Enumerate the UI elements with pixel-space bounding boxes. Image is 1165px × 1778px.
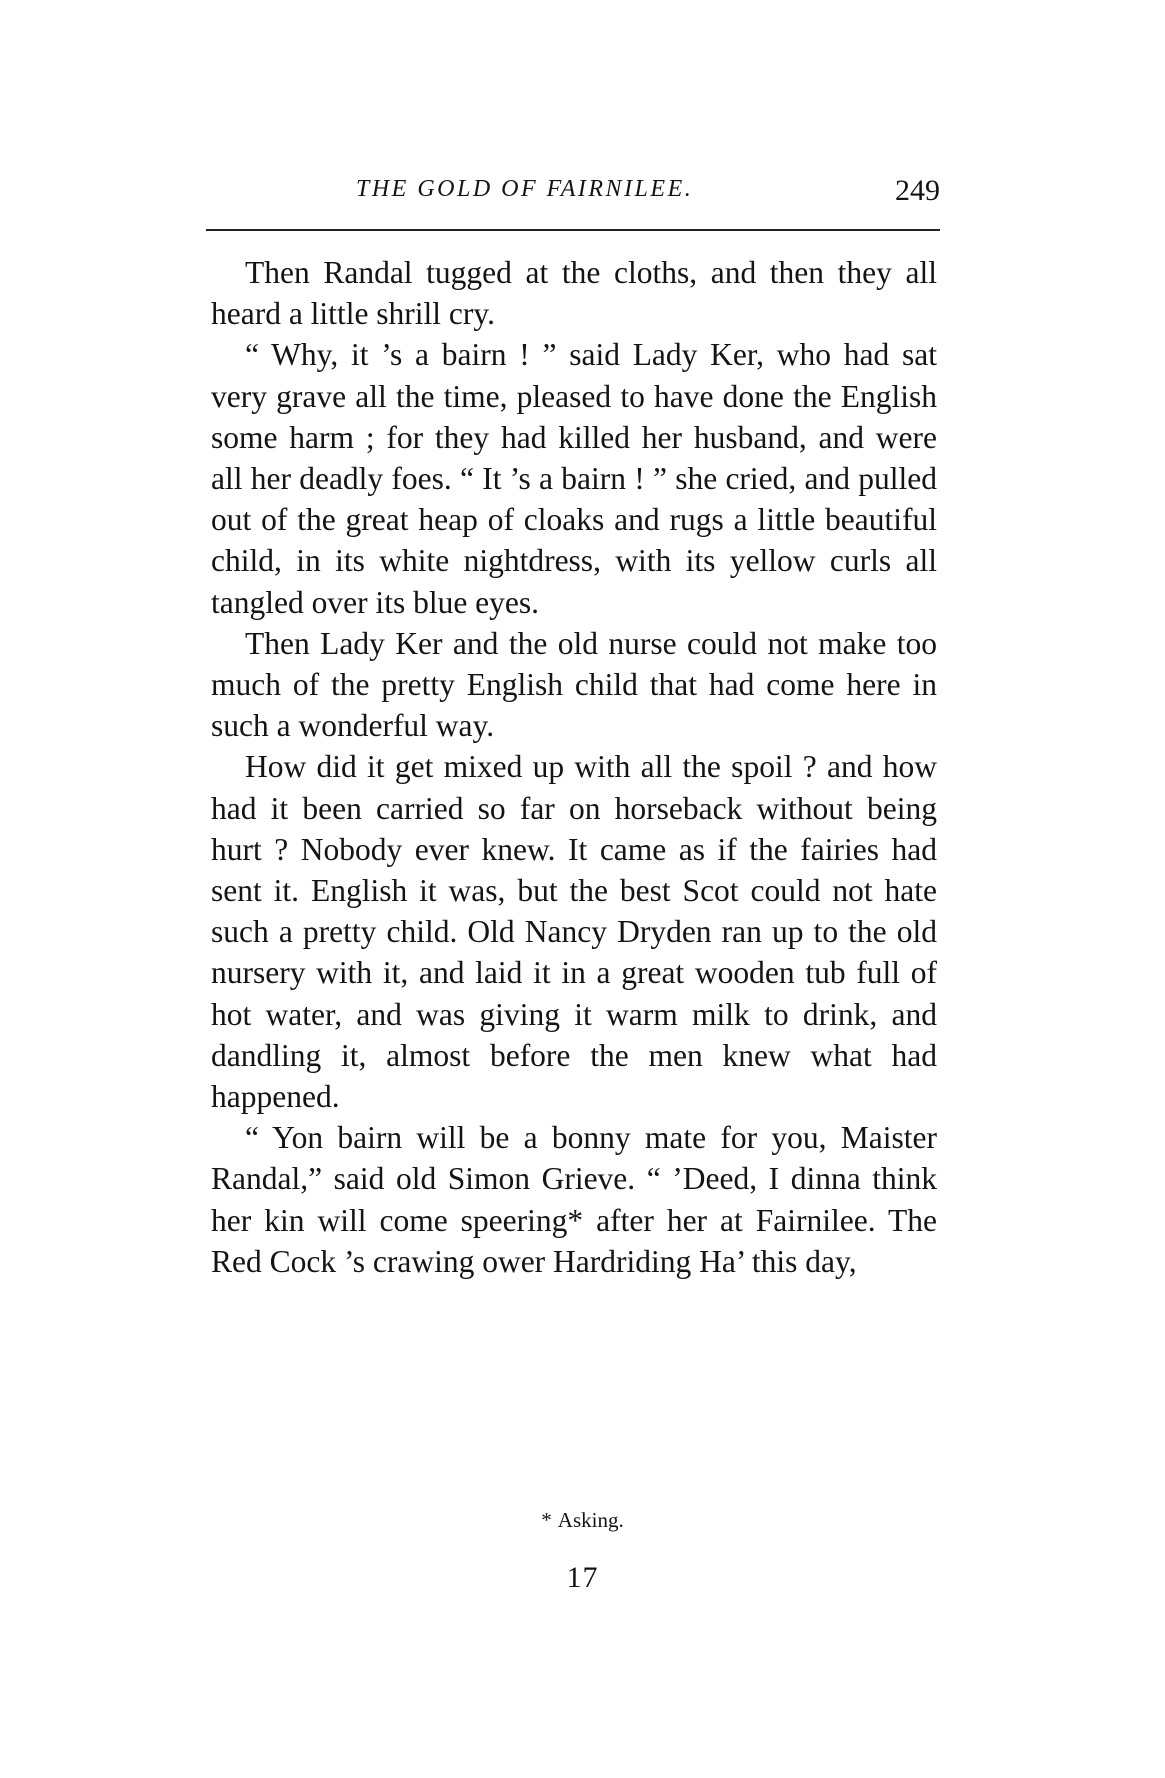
paragraph: Then Lady Ker and the old nurse could not make too much of the pretty English child that had come here in such a wonderful way. — [211, 625, 937, 744]
page-number: 249 — [895, 174, 940, 207]
running-head — [206, 176, 940, 216]
running-title: THE GOLD OF FAIRNILEE. — [356, 176, 694, 202]
footnote-text: Asking. — [557, 1508, 624, 1532]
signature-mark: 17 — [566, 1561, 599, 1594]
header-rule — [206, 229, 940, 231]
body-text — [211, 252, 937, 1282]
footnote-mark: * — [541, 1508, 552, 1532]
paragraph: “ Yon bairn will be a bonny mate for you, Maister Randal,” said old Simon Grieve. “ ’Deed, I dinna think her kin will come speering* after her at Fairnilee. The Red Cock ’s crawing ower Hardriding Ha’ this day, — [211, 1120, 937, 1279]
paragraph: Then Randal tugged at the cloths, and then they all heard a little shrill cry. — [211, 255, 937, 332]
paragraph: How did it get mixed up with all the spoil ? and how had it been carried so far on horseback without being hurt ? Nobody ever knew. It came as if the fairies had sent it. English it was, but the best Scot could not hate such a pretty child. Old Nancy Dryden ran up to the old nursery with it, and laid it in a great wooden tub full of hot water, and was giving it warm milk to drink, and dandling it, almost before the men knew what had happened. — [211, 749, 937, 1115]
paragraph: “ Why, it ’s a bairn ! ” said Lady Ker, who had sat very grave all the time, pleased to have done the English some harm ; for they had killed her husband, and were all her deadly foes. “ It ’s a bairn ! ” she cried, and pulled out of the great heap of cloaks and rugs a little beautiful child, in its white nightdress, with its yellow curls all tangled over its blue eyes. — [211, 337, 937, 620]
footnote — [0, 1508, 1165, 1533]
